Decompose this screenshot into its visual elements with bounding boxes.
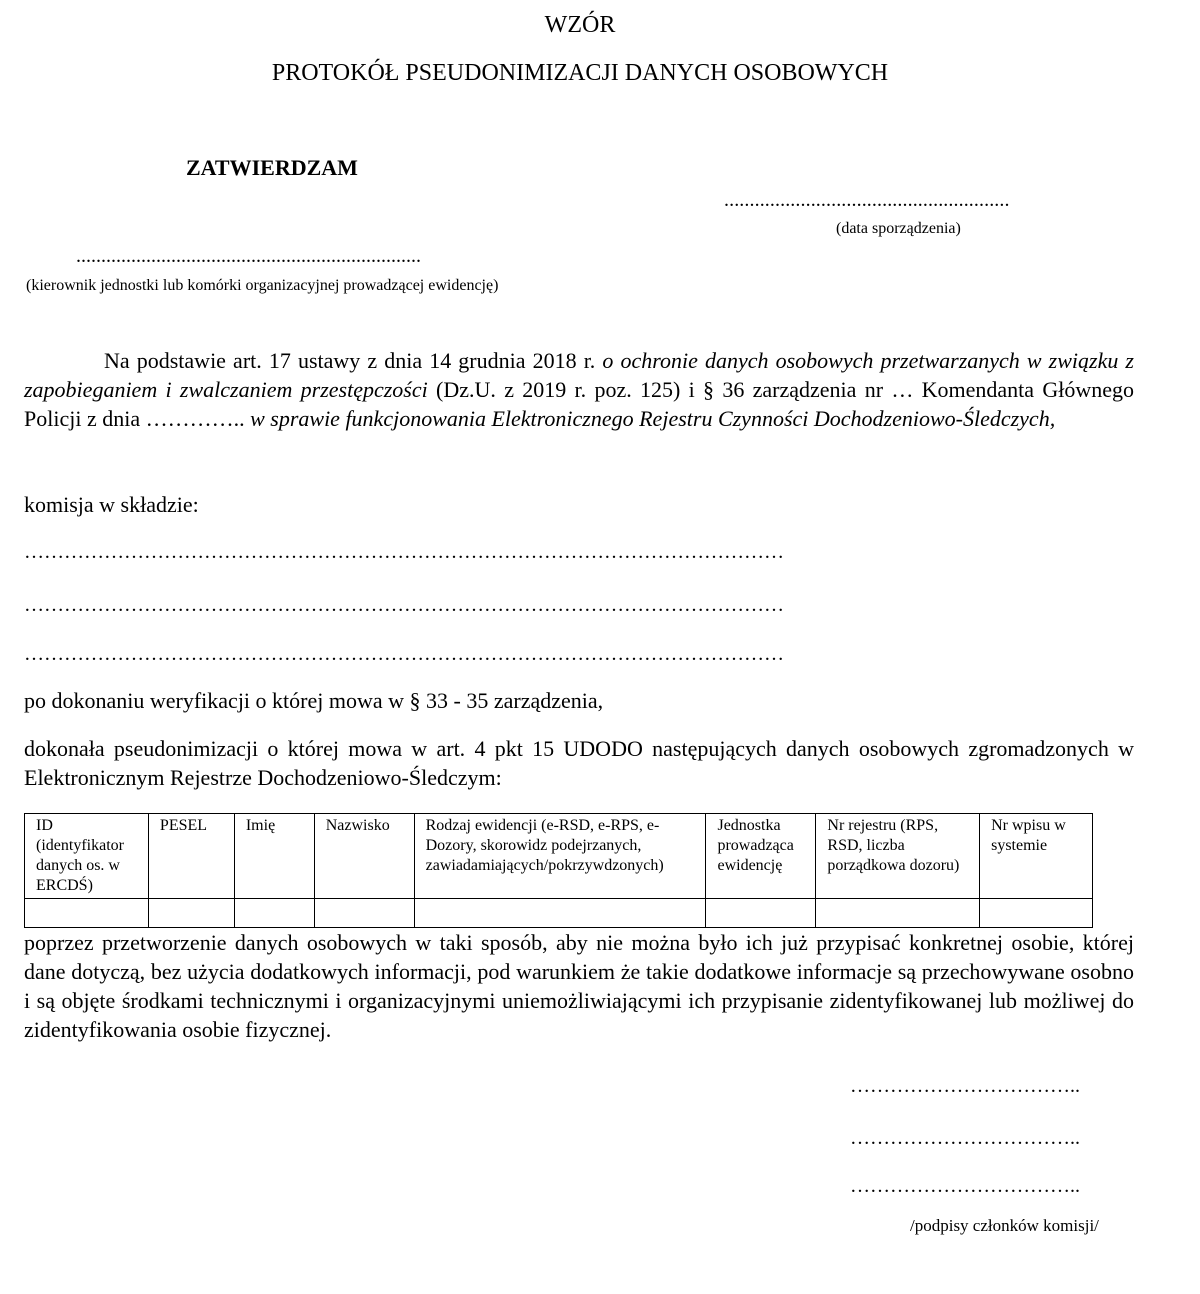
member-signature-line: …………………………….. [850,1127,1080,1149]
processing-paragraph: poprzez przetworzenie danych osobowych w taki sposób, aby nie można było ich już przypisać konkretnej osobie, której dane dotyczą, bez użycia dodatkowych informacji, pod warunkiem że takie dodatkowe informacje są przechowywane osobno i są objęte środkami technicznymi i organizacyjnymi uniemożliwiającymi ich przypisanie zidentyfikowanej lub możliwej do zidentyfikowania osobie fizycznej. [24,930,1134,1042]
pseudonymized-data-table [24,813,1093,928]
column-header-pesel: PESEL [148,814,234,899]
committee-intro: komisja w składzie: [24,492,199,517]
document-title: PROTOKÓŁ PSEUDONIMIZACJI DANYCH OSOBOWYCH [271,60,889,86]
table-cell[interactable] [314,899,414,928]
column-header-first-name: Imię [234,814,314,899]
verification-paragraph: po dokonaniu weryfikacji o której mowa w § 33 - 35 zarządzenia, [24,688,604,713]
table-cell[interactable] [706,899,816,928]
pseudonymization-paragraph: dokonała pseudonimizacji o której mowa w art. 4 pkt 15 UDODO następujących danych osobowych zgromadzonych w Elektronicznym Rejestrze Dochodzeniowo-Śledczym: [24,736,1134,790]
legal-basis-text-2: (Dz.U. z 2019 r. poz. 125) i § 36 zarządzenia nr … Komendanta Głównego Policji z dnia ………….. [24,377,1134,431]
member-signature-line: …………………………….. [850,1075,1080,1097]
act-title-italic: o ochronie danych osobowych przetwarzanych w związku z zapobieganiem i zwalczaniem przestępczości [24,348,1134,402]
table-cell[interactable] [980,899,1093,928]
table-row [25,899,1093,928]
column-header-id: ID (identyfikator danych os. w ERCDŚ) [25,814,149,899]
table-cell[interactable] [234,899,314,928]
committee-member-line: …………………………………………………………………………………………………… [24,541,784,563]
table-header-row [25,814,1093,899]
committee-member-line: …………………………………………………………………………………………………… [24,594,784,616]
regulation-title-italic: w sprawie funkcjonowania Elektronicznego Rejestru Czynności Dochodzeniowo-Śledczych, [250,406,1056,431]
table-cell[interactable] [148,899,234,928]
date-label: (data sporządzenia) [836,220,961,237]
head-signature-dotted-line: ..................................................................... [76,245,421,267]
member-signature-line: …………………………….. [850,1175,1080,1197]
head-signature-label: (kierownik jednostki lub komórki organizacyjnej prowadzącej ewidencję) [26,277,499,294]
legal-basis-paragraph [24,346,1134,433]
date-dotted-line: ........................................................ [724,189,1010,211]
committee-member-line: …………………………………………………………………………………………………… [24,643,784,665]
column-header-unit: Jednostka prowadząca ewidencję [706,814,816,899]
signatures-label: /podpisy członków komisji/ [910,1216,1099,1235]
table-cell[interactable] [816,899,980,928]
column-header-entry-number: Nr wpisu w systemie [980,814,1093,899]
approval-heading: ZATWIERDZAM [186,155,358,180]
column-header-register-type: Rodzaj ewidencji (e-RSD, e-RPS, e-Dozory, skorowidz podejrzanych, zawiadamiających/pokrzywdzonych) [414,814,706,899]
legal-basis-text-1: Na podstawie art. 17 ustawy z dnia 14 grudnia 2018 r. [104,348,603,373]
table-cell[interactable] [414,899,706,928]
column-header-register-number: Nr rejestru (RPS, RSD, liczba porządkowa dozoru) [816,814,980,899]
column-header-last-name: Nazwisko [314,814,414,899]
table-cell[interactable] [25,899,149,928]
document-label-wzor: WZÓR [544,12,616,38]
